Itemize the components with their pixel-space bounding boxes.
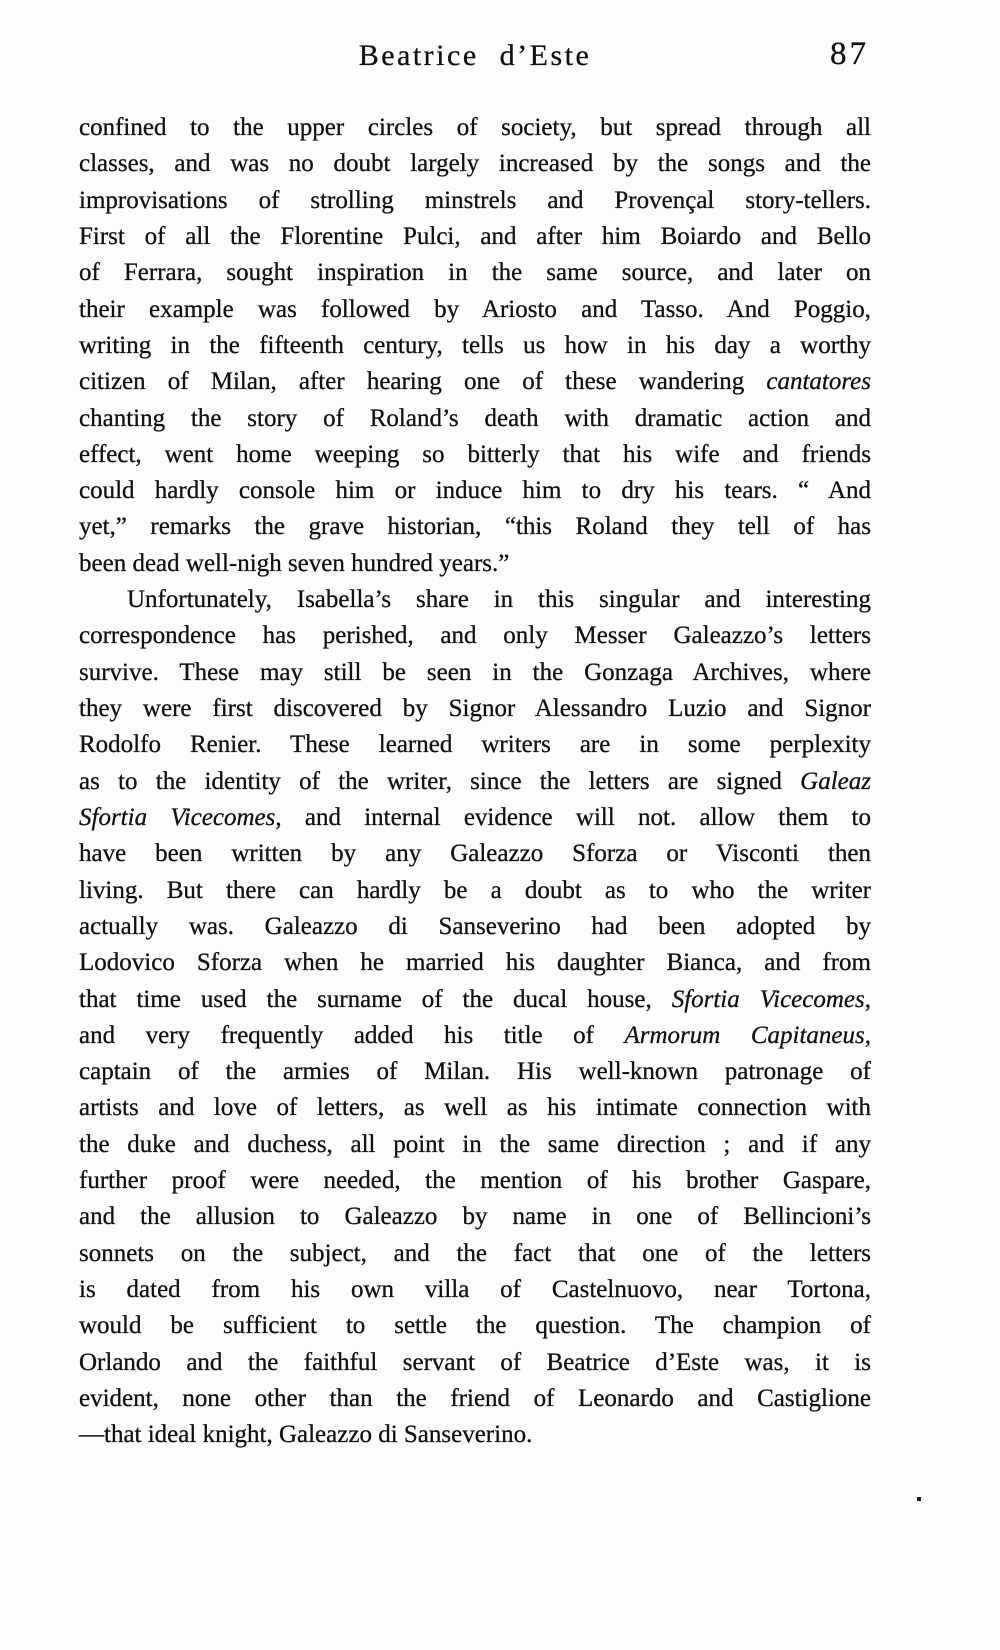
text-line <box>79 1345 871 1381</box>
text-line <box>79 1090 871 1126</box>
text-line <box>79 509 871 545</box>
text-segment: Rodolfo Renier. These learned writers are in some perplexity <box>79 731 871 759</box>
text-segment: survive. These may still be seen in the Gonzaga Archives, where <box>79 658 871 686</box>
text-segment: improvisations of strolling minstrels and Provençal story-tellers. <box>79 186 871 214</box>
text-segment: and very frequently added his title of <box>79 1021 625 1049</box>
italic-text: Sfortia Vicecomes <box>79 803 276 831</box>
text-line <box>79 727 871 763</box>
text-segment: effect, went home weeping so bitterly that his wife and friends <box>79 440 871 468</box>
text-line <box>79 691 871 727</box>
italic-text: Galeaz <box>800 767 871 795</box>
text-line <box>79 1163 871 1199</box>
text-block <box>79 110 871 1454</box>
text-segment: First of all the Florentine Pulci, and after him Boiardo and Bello <box>79 222 871 250</box>
text-line <box>79 292 871 328</box>
text-line <box>79 1308 871 1344</box>
text-line <box>79 219 871 255</box>
text-segment: chanting the story of Roland’s death with dramatic action and <box>79 404 871 432</box>
text-line <box>79 582 871 618</box>
paragraph <box>79 582 871 1454</box>
text-line <box>79 982 871 1018</box>
text-segment: —that ideal knight, Galeazzo di Sanseverino. <box>79 1421 533 1449</box>
scan-speck <box>917 1497 921 1501</box>
text-line <box>79 1054 871 1090</box>
text-line <box>79 618 871 654</box>
text-line <box>79 655 871 691</box>
text-line <box>79 1018 871 1054</box>
text-line <box>79 328 871 364</box>
text-segment: , and internal evidence will not. allow them to <box>275 803 871 831</box>
text-line <box>79 1127 871 1163</box>
text-line <box>79 1236 871 1272</box>
text-segment: captain of the armies of Milan. His well-known patronage of <box>79 1058 871 1086</box>
text-segment: the duke and duchess, all point in the same direction ; and if any <box>79 1130 871 1158</box>
text-segment: that time used the surname of the ducal house, <box>79 985 672 1013</box>
text-segment: Orlando and the faithful servant of Beatrice d’Este was, it is <box>79 1348 871 1376</box>
text-segment: sonnets on the subject, and the fact that one of the letters <box>79 1239 871 1267</box>
page-number: 87 <box>830 36 869 72</box>
italic-text: cantatores <box>766 368 871 396</box>
text-line <box>79 800 871 836</box>
text-segment: Unfortunately, Isabella’s share in this singular and interesting <box>127 586 871 614</box>
page-header <box>79 36 871 73</box>
text-line <box>79 1272 871 1308</box>
text-segment: is dated from his own villa of Castelnuovo, near Tortona, <box>79 1276 871 1303</box>
text-segment: living. But there can hardly be a doubt as to who the writer <box>79 876 871 904</box>
text-line <box>79 546 871 582</box>
paragraph <box>79 110 871 582</box>
text-segment: confined to the upper circles of society, but spread through all <box>79 114 871 141</box>
text-segment: yet,” remarks the grave historian, “this Roland they tell of has <box>79 513 871 541</box>
text-line <box>79 437 871 473</box>
italic-text: Sfortia Vicecomes <box>671 985 865 1013</box>
text-segment: classes, and was no doubt largely increased by the songs and the <box>79 150 871 178</box>
text-line <box>79 110 871 146</box>
running-title: Beatrice d’Este <box>358 39 592 72</box>
text-line <box>79 764 871 800</box>
text-segment: been dead well-nigh seven hundred years.” <box>79 549 510 577</box>
text-segment: their example was followed by Ariosto and Tasso. And Poggio, <box>79 295 871 323</box>
text-segment: would be sufficient to settle the question. The champion of <box>79 1312 871 1340</box>
text-line <box>79 945 871 981</box>
text-line <box>79 909 871 945</box>
text-line <box>79 1417 871 1453</box>
text-segment: Lodovico Sforza when he married his daughter Bianca, and from <box>79 949 871 977</box>
text-segment: could hardly console him or induce him to dry his tears. “ And <box>79 477 871 505</box>
text-segment: as to the identity of the writer, since the letters are signed <box>79 767 801 795</box>
text-line <box>79 1381 871 1417</box>
text-line <box>79 146 871 182</box>
text-line <box>79 255 871 291</box>
text-segment: correspondence has perished, and only Messer Galeazzo’s letters <box>79 622 871 650</box>
text-segment: and the allusion to Galeazzo by name in one of Bellincioni’s <box>79 1203 871 1231</box>
text-line <box>79 836 871 872</box>
text-segment: citizen of Milan, after hearing one of these wandering <box>79 368 767 396</box>
text-segment: of Ferrara, sought inspiration in the same source, and later on <box>79 259 871 287</box>
text-segment: have been written by any Galeazzo Sforza or Visconti then <box>79 840 871 868</box>
text-line <box>79 183 871 219</box>
text-line <box>79 364 871 400</box>
text-segment: evident, none other than the friend of Leonardo and Castiglione <box>79 1384 871 1412</box>
italic-text: Armorum Capitaneus <box>624 1021 865 1049</box>
text-line <box>79 401 871 437</box>
text-segment: , <box>864 1021 872 1049</box>
text-segment: they were first discovered by Signor Alessandro Luzio and Signor <box>79 695 871 722</box>
text-line <box>79 473 871 509</box>
text-segment: artists and love of letters, as well as his intimate connection with <box>79 1094 871 1122</box>
text-segment: actually was. Galeazzo di Sanseverino had been adopted by <box>79 912 871 940</box>
text-line <box>79 1199 871 1235</box>
text-segment: , <box>864 985 871 1013</box>
text-segment: further proof were needed, the mention of his brother Gaspare, <box>79 1167 871 1195</box>
text-line <box>79 873 871 909</box>
text-segment: writing in the fifteenth century, tells us how in his day a worthy <box>79 331 871 359</box>
